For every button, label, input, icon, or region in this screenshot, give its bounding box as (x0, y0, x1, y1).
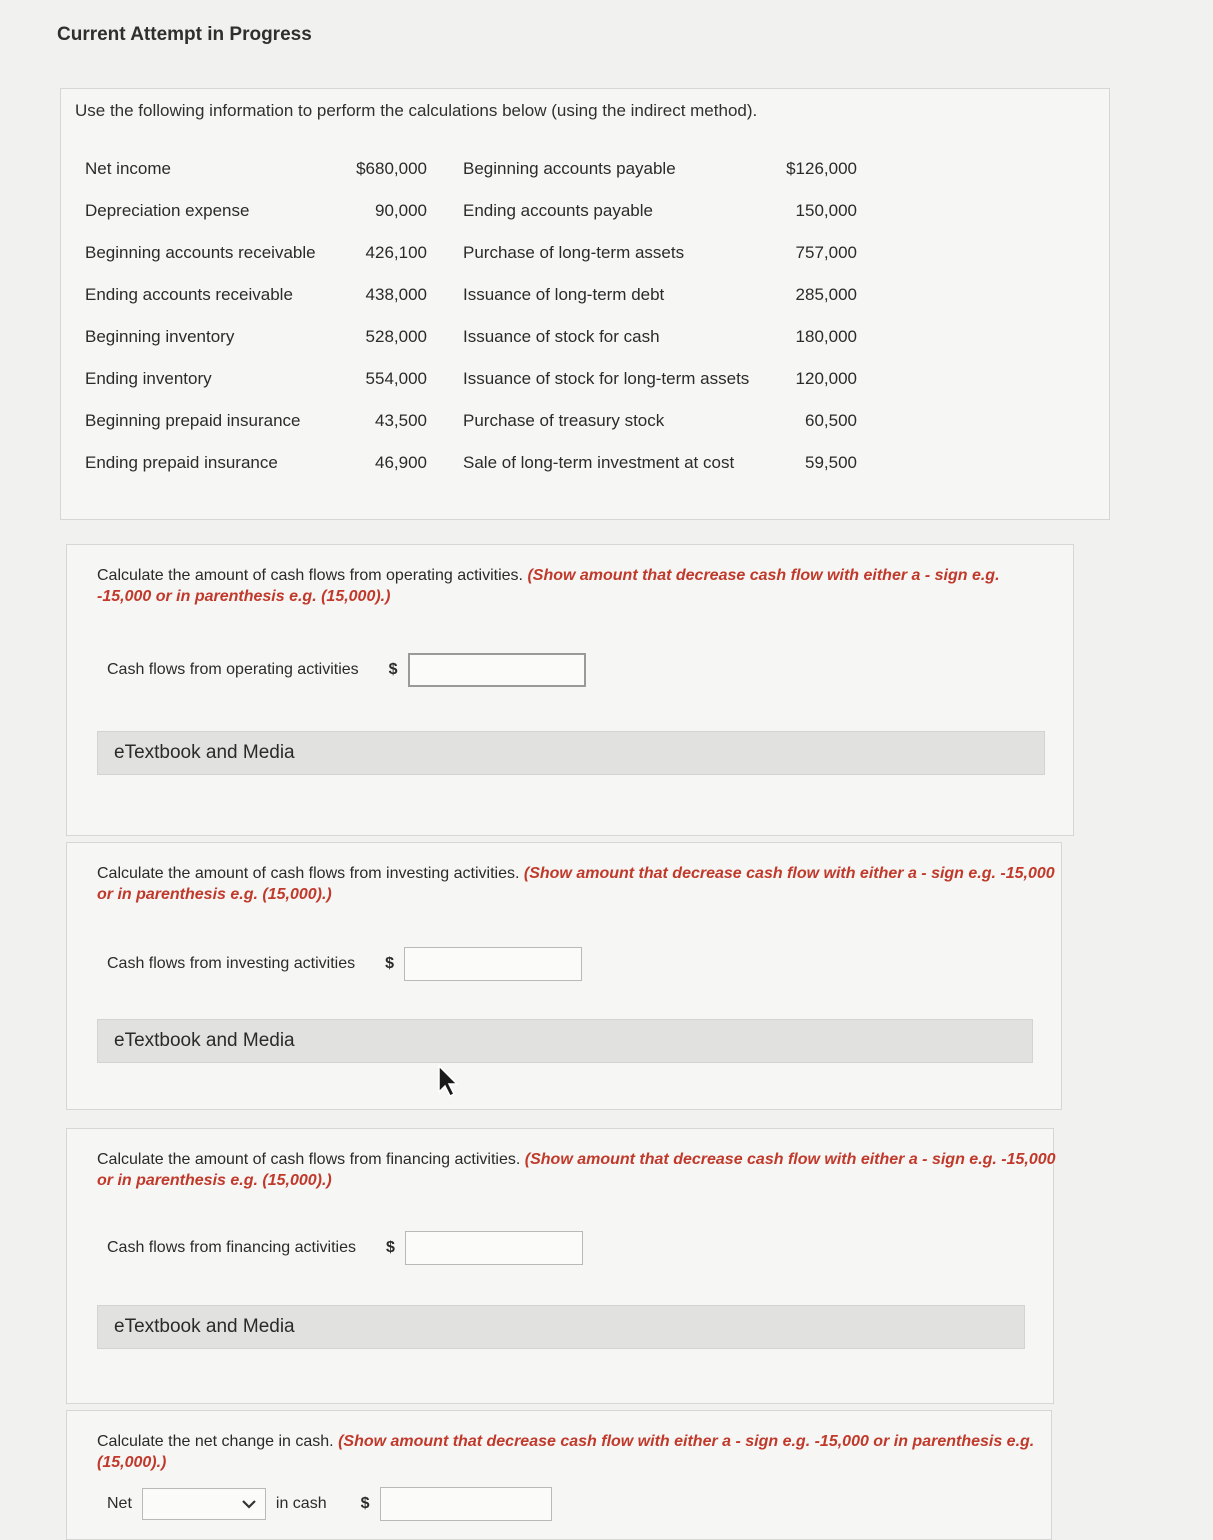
net-question (97, 1431, 1057, 1473)
info-left-label: Ending accounts receivable (85, 285, 293, 304)
info-left-label: Beginning accounts receivable (85, 243, 316, 262)
investing-answer-row (107, 947, 582, 981)
info-right-value: 120,000 (795, 369, 857, 388)
financing-question (97, 1149, 1057, 1191)
financing-cash-input[interactable] (405, 1231, 583, 1265)
operating-label: Cash flows from operating activities (107, 661, 359, 678)
net-question-text: Calculate the net change in cash. (97, 1433, 334, 1450)
info-left-value: 426,100 (365, 243, 427, 262)
info-left-value: $680,000 (356, 159, 427, 178)
info-right-value: 285,000 (795, 285, 857, 304)
info-right-label: Purchase of treasury stock (463, 411, 665, 430)
info-right-value: 59,500 (805, 453, 857, 472)
info-left-label: Ending inventory (85, 369, 212, 388)
operating-hint: (Show amount that decrease cash flow with either a - sign e.g. -15,000 or in parenthesis e.g. (15,000).) (97, 567, 1000, 605)
info-right-value: $126,000 (786, 159, 857, 178)
financing-etextbook-button[interactable]: eTextbook and Media (97, 1305, 1025, 1349)
net-prefix: Net (107, 1495, 132, 1512)
info-row (85, 363, 865, 405)
info-right-value: 60,500 (805, 411, 857, 430)
financing-currency: $ (385, 1239, 395, 1256)
mouse-pointer-icon (436, 1064, 458, 1098)
financing-hint: (Show amount that decrease cash flow with either a - sign e.g. -15,000 or in parenthesis e.g. (15,000).) (97, 1151, 1056, 1189)
investing-etextbook-button[interactable]: eTextbook and Media (97, 1019, 1033, 1063)
info-row (85, 447, 865, 489)
chevron-down-icon (241, 1498, 257, 1510)
info-panel (60, 88, 1110, 520)
investing-panel (66, 842, 1062, 1110)
info-table (85, 153, 865, 489)
operating-question-text: Calculate the amount of cash flows from operating activities. (97, 567, 523, 584)
investing-question (97, 863, 1057, 905)
info-right-value: 180,000 (795, 327, 857, 346)
operating-panel (66, 544, 1074, 836)
info-left-label: Depreciation expense (85, 201, 250, 220)
info-right-label: Issuance of stock for long-term assets (463, 369, 750, 388)
page-title: Current Attempt in Progress (57, 24, 312, 45)
net-suffix: in cash (275, 1495, 327, 1512)
info-right-label: Sale of long-term investment at cost (463, 453, 735, 472)
info-left-value: 43,500 (375, 411, 427, 430)
info-right-label: Issuance of stock for cash (463, 327, 660, 346)
info-right-label: Purchase of long-term assets (463, 243, 685, 262)
info-left-value: 554,000 (365, 369, 427, 388)
info-left-label: Net income (85, 159, 171, 178)
info-right-value: 757,000 (795, 243, 857, 262)
operating-currency: $ (388, 661, 398, 678)
net-change-panel (66, 1410, 1052, 1540)
operating-answer-row (107, 653, 586, 687)
info-left-label: Beginning inventory (85, 327, 235, 346)
net-change-select[interactable] (142, 1488, 266, 1520)
investing-label: Cash flows from investing activities (107, 955, 356, 972)
net-currency: $ (360, 1495, 370, 1512)
info-left-value: 90,000 (375, 201, 427, 220)
investing-question-text: Calculate the amount of cash flows from investing activities. (97, 865, 520, 882)
net-answer-row (107, 1487, 552, 1521)
info-left-label: Beginning prepaid insurance (85, 411, 301, 430)
info-row (85, 279, 865, 321)
info-right-value: 150,000 (795, 201, 857, 220)
info-row (85, 153, 865, 195)
financing-label: Cash flows from financing activities (107, 1239, 356, 1256)
info-row (85, 237, 865, 279)
financing-answer-row (107, 1231, 583, 1265)
info-left-label: Ending prepaid insurance (85, 453, 278, 472)
financing-panel (66, 1128, 1054, 1404)
info-right-label: Issuance of long-term debt (463, 285, 665, 304)
info-row (85, 321, 865, 363)
investing-currency: $ (385, 955, 394, 972)
operating-question (97, 565, 1057, 607)
info-left-value: 438,000 (365, 285, 427, 304)
operating-cash-input[interactable] (408, 653, 586, 687)
info-intro: Use the following information to perform the calculations below (using the indirect method). (75, 101, 758, 120)
net-hint: (Show amount that decrease cash flow with either a - sign e.g. -15,000 or in parenthesis e.g. (15,000).) (97, 1433, 1035, 1471)
info-row (85, 195, 865, 237)
info-left-value: 46,900 (375, 453, 427, 472)
net-cash-input[interactable] (380, 1487, 552, 1521)
info-right-label: Ending accounts payable (463, 201, 653, 220)
investing-cash-input[interactable] (404, 947, 582, 981)
financing-question-text: Calculate the amount of cash flows from financing activities. (97, 1151, 521, 1168)
info-right-label: Beginning accounts payable (463, 159, 676, 178)
investing-hint: (Show amount that decrease cash flow with either a - sign e.g. -15,000 or in parenthesis e.g. (15,000).) (97, 865, 1055, 903)
operating-etextbook-button[interactable]: eTextbook and Media (97, 731, 1045, 775)
info-row (85, 405, 865, 447)
info-left-value: 528,000 (365, 327, 427, 346)
